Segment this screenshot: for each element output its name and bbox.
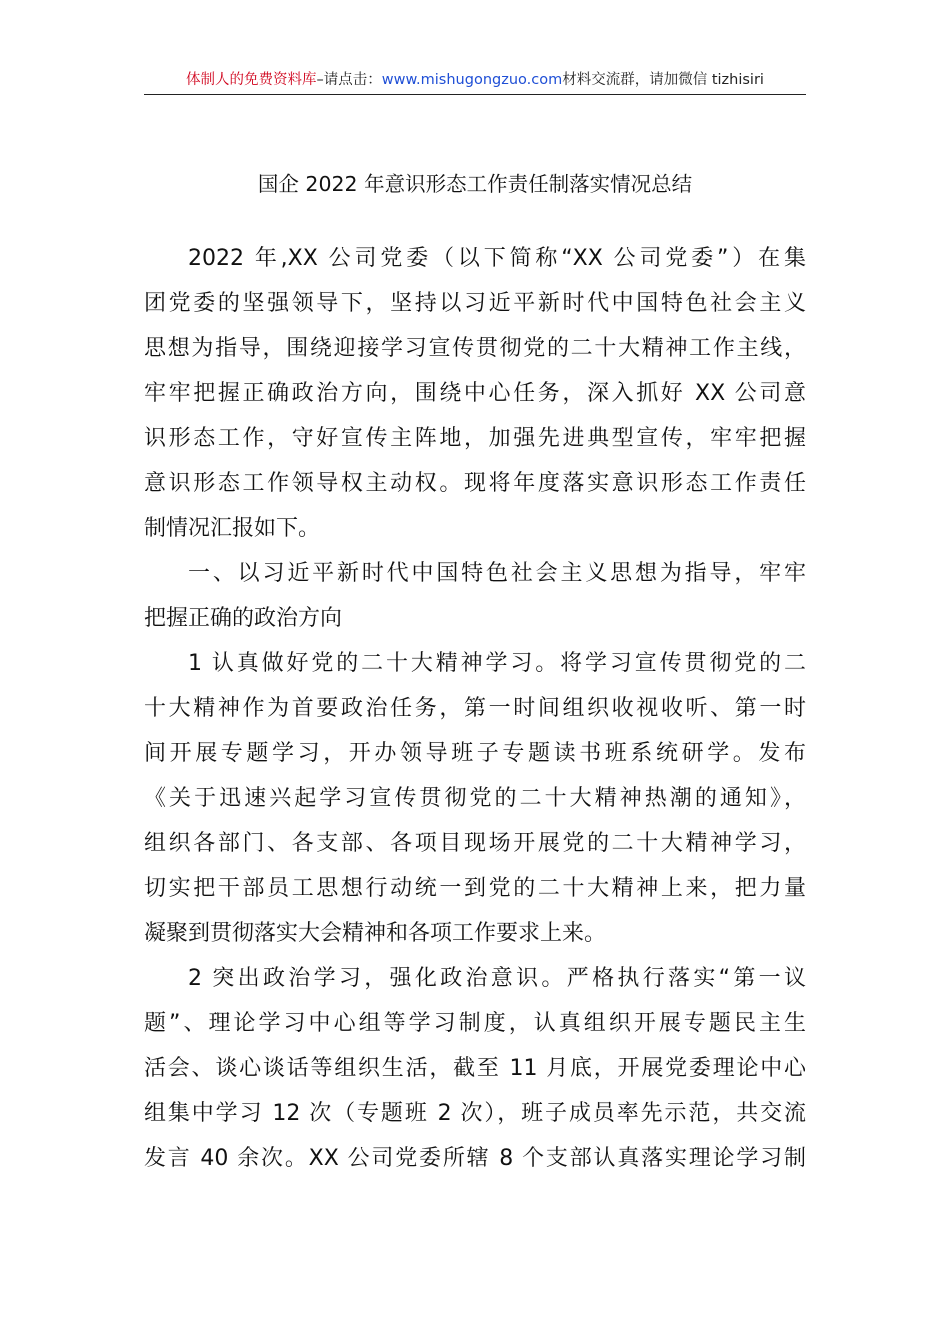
paragraph-2-line-7: 凝聚到贯彻落实大会精神和各项工作要求上来。 bbox=[144, 921, 607, 946]
paragraph-3-line-2: 题”、理论学习中心组等学习制度，认真组织开展专题民主生 bbox=[144, 1011, 806, 1036]
paragraph-3-line-1: 2 突出政治学习，强化政治意识。严格执行落实“第一议 bbox=[188, 966, 806, 991]
paragraph-1-line-5: 识形态工作，守好宣传主阵地，加强先进典型宣传，牢牢把握 bbox=[144, 426, 806, 451]
header-url-link[interactable]: www.mishugongzuo.com bbox=[381, 72, 563, 88]
paragraph-1-line-2: 团党委的坚强领导下，坚持以习近平新时代中国特色社会主义 bbox=[144, 291, 806, 316]
paragraph-2-line-1: 1 认真做好党的二十大精神学习。将学习宣传贯彻党的二 bbox=[188, 651, 806, 676]
paragraph-1-line-4: 牢牢把握正确政治方向，围绕中心任务，深入抓好 XX 公司意 bbox=[144, 381, 806, 406]
header-prompt: –请点击： bbox=[316, 72, 382, 88]
paragraph-1-line-7: 制情况汇报如下。 bbox=[144, 516, 321, 541]
section-1-heading-line-1: 一、以习近平新时代中国特色社会主义思想为指导，牢牢 bbox=[188, 561, 806, 586]
paragraph-1-line-3: 思想为指导，围绕迎接学习宣传贯彻党的二十大精神工作主线， bbox=[144, 336, 806, 361]
paragraph-2-line-2: 十大精神作为首要政治任务，第一时间组织收视收听、第一时 bbox=[144, 696, 806, 721]
page-header bbox=[144, 66, 806, 95]
paragraph-2-line-6: 切实把干部员工思想行动统一到党的二十大精神上来，把力量 bbox=[144, 876, 806, 901]
paragraph-2-line-4: 《关于迅速兴起学习宣传贯彻党的二十大精神热潮的通知》， bbox=[144, 786, 806, 811]
section-1-heading-line-2: 把握正确的政治方向 bbox=[144, 606, 343, 631]
paragraph-1-line-1: 2022 年,XX 公司党委（以下简称“XX 公司党委”）在集 bbox=[188, 246, 806, 271]
paragraph-3-line-3: 活会、谈心谈话等组织生活，截至 11 月底，开展党委理论中心 bbox=[144, 1056, 806, 1081]
document-body bbox=[144, 236, 806, 1181]
document-title: 国企 2022 年意识形态工作责任制落实情况总结 bbox=[257, 172, 693, 196]
paragraph-1-line-6: 意识形态工作领导权主动权。现将年度落实意识形态工作责任 bbox=[144, 471, 806, 496]
header-brand: 体制人的免费资料库 bbox=[186, 72, 317, 88]
paragraph-2-line-5: 组织各部门、各支部、各项目现场开展党的二十大精神学习， bbox=[144, 831, 806, 856]
paragraph-3-line-5: 发言 40 余次。XX 公司党委所辖 8 个支部认真落实理论学习制 bbox=[144, 1146, 806, 1171]
paragraph-3-line-4: 组集中学习 12 次（专题班 2 次），班子成员率先示范，共交流 bbox=[144, 1101, 806, 1126]
paragraph-2-line-3: 间开展专题学习，开办领导班子专题读书班系统研学。发布 bbox=[144, 741, 806, 766]
header-contact: 材料交流群，请加微信 tizhisiri bbox=[562, 72, 764, 88]
